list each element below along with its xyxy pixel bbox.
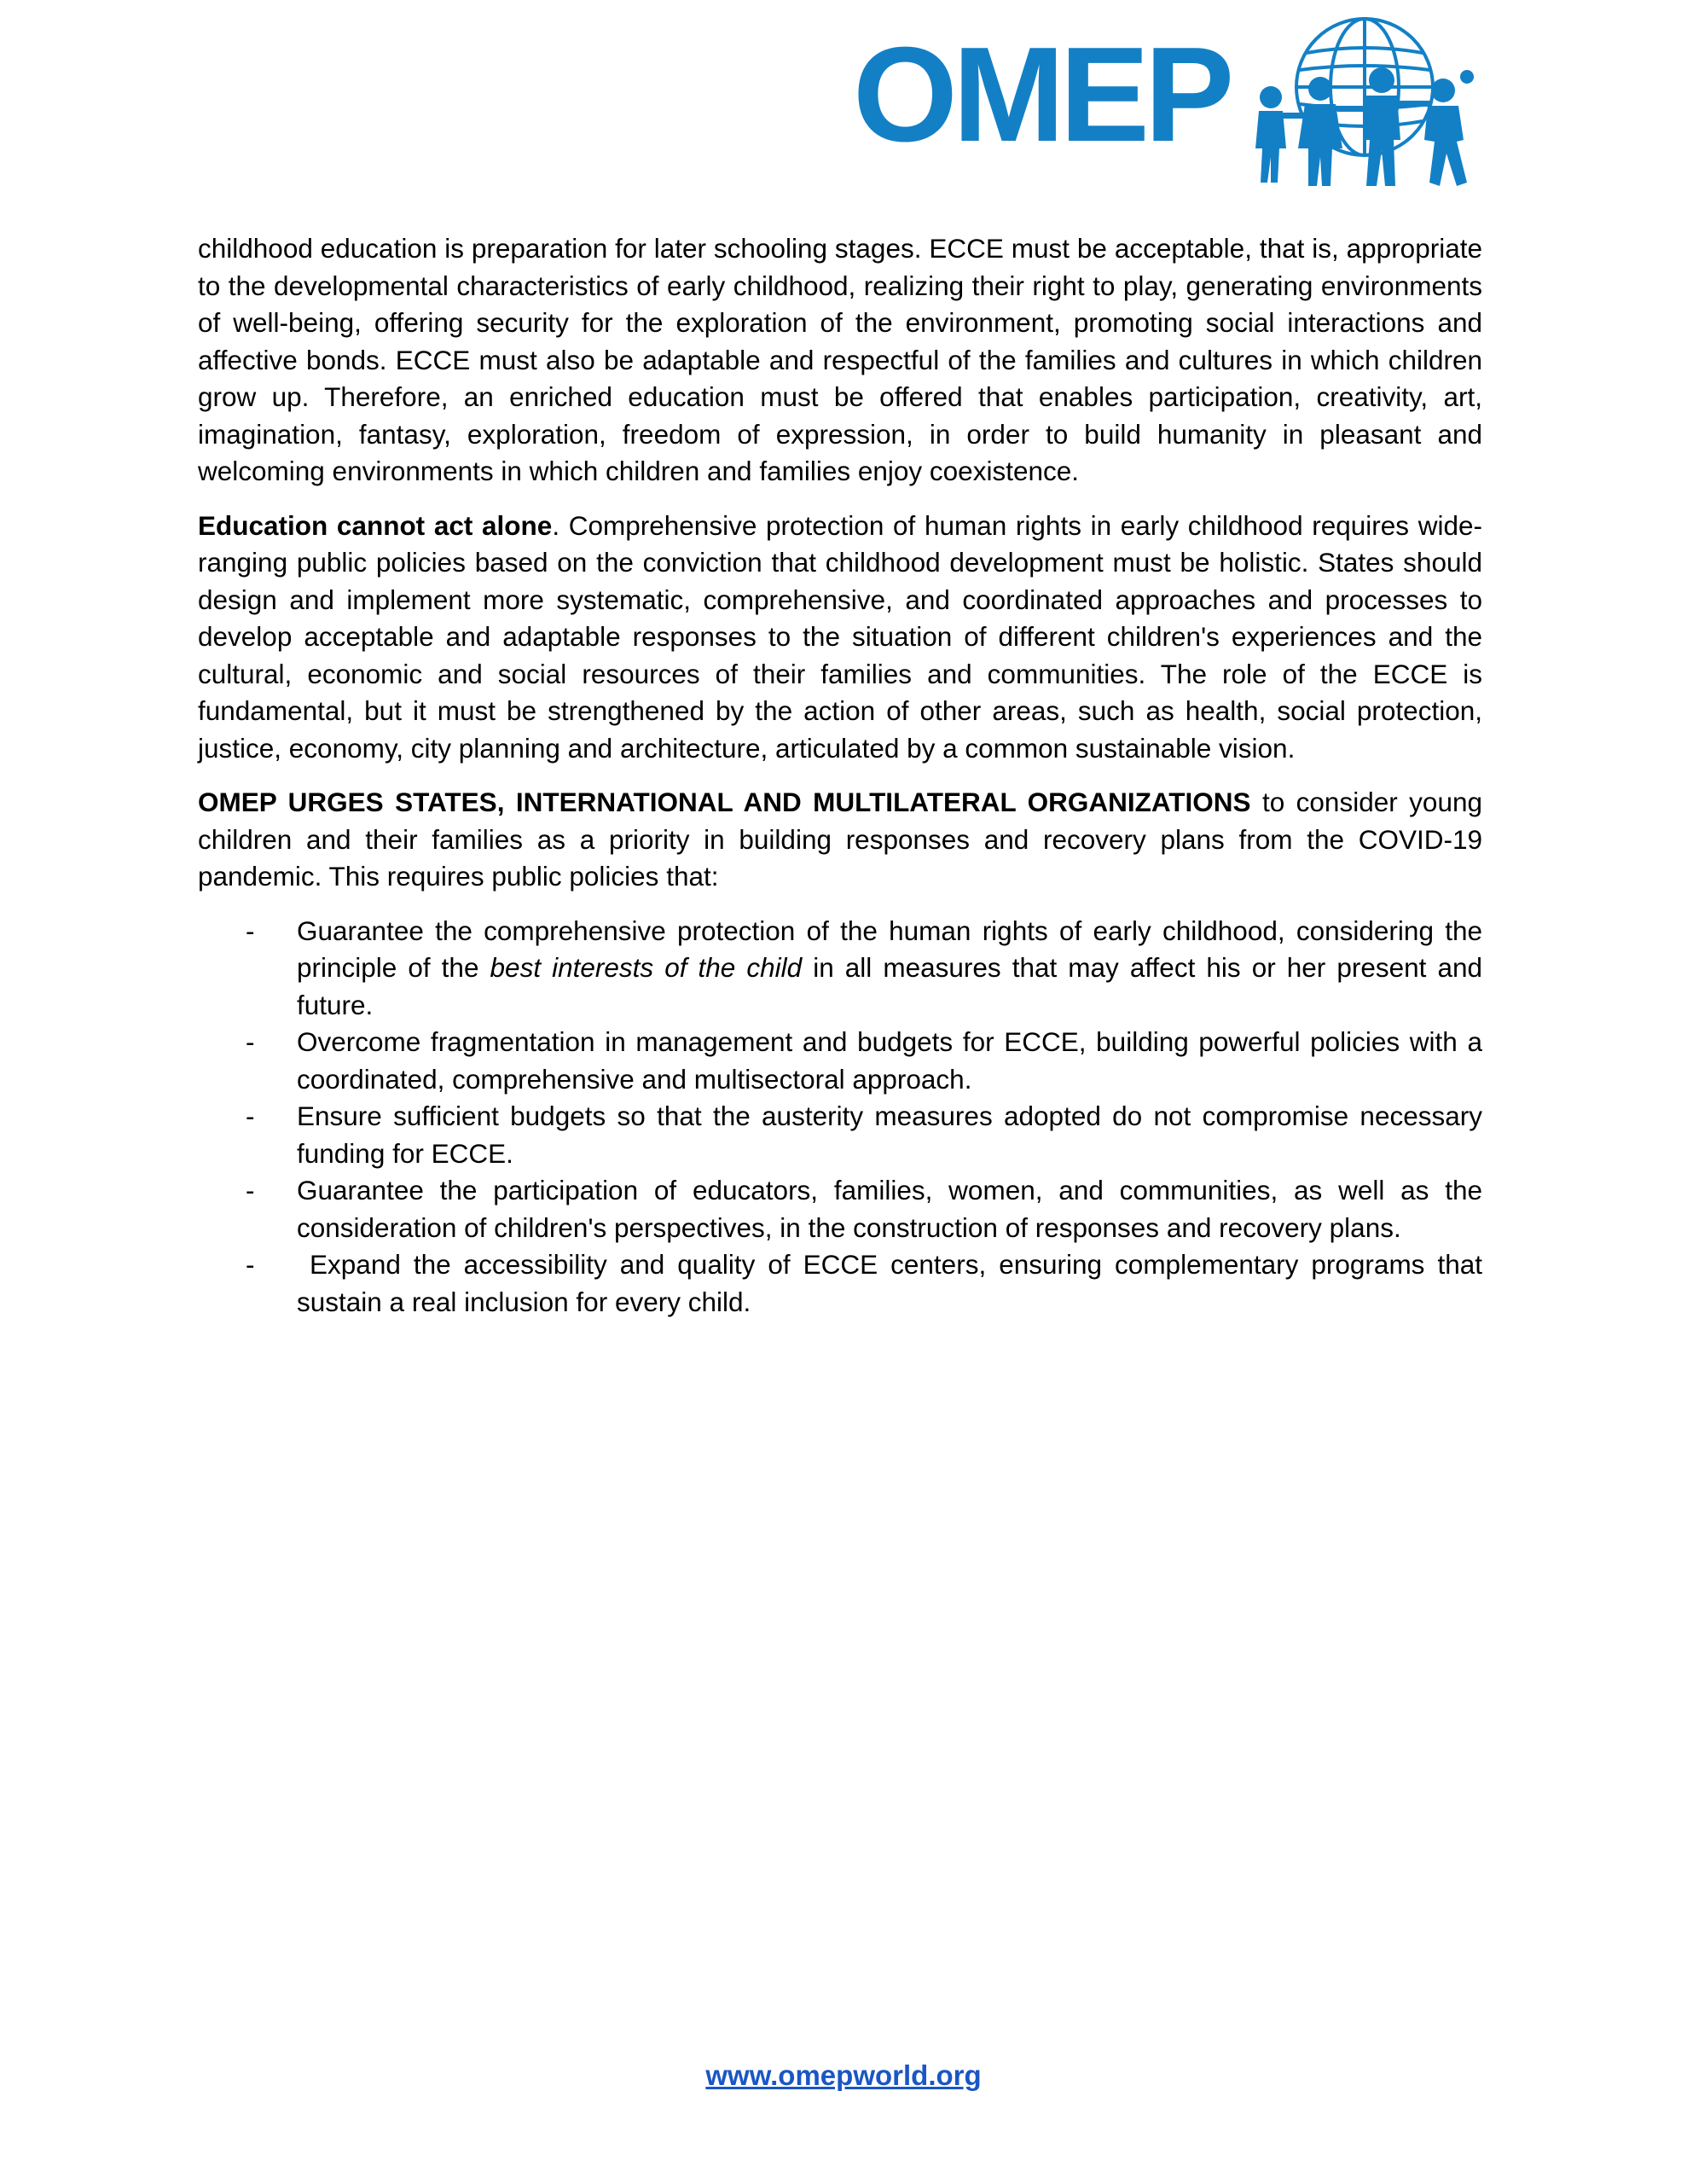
website-link[interactable]: www.omepworld.org — [705, 2059, 982, 2091]
paragraph-heading-bold: Education cannot act alone — [198, 509, 553, 541]
paragraph-acceptable-ecce: childhood education is preparation for later schooling stages. ECCE must be acceptable, that is, appropriate to the developmental characteristics of early childhood, realizing their right to play, generating environments of well-being, offering security for the exploration of the environment, promoting social interactions and affective bonds. ECCE must also be adaptable and respectful of the families and cultures in which children grow up. Therefore, an enriched education must be offered that enables participation, creativity, art, imagination, fantasy, exploration, freedom of expression, in order to build humanity in pleasant and welcoming environments in which children and families enjoy coexistence. — [198, 233, 1482, 486]
list-item-text: Ensure sufficient budgets so that the austerity measures adopted do not compromise necessary funding for ECCE. — [297, 1101, 1482, 1169]
list-bullet: - — [246, 915, 255, 946]
paragraph-omep-urges — [198, 784, 1482, 896]
list-item — [198, 1172, 1482, 1246]
globe-children-icon — [1254, 12, 1493, 191]
list-item-emphasis: best interests of the child — [490, 952, 803, 983]
list-item — [198, 1024, 1482, 1098]
policy-list — [198, 913, 1490, 1321]
list-bullet: - — [246, 1249, 255, 1280]
list-item-text: Overcome fragmentation in management and budgets for ECCE, building powerful policies with a coordinated, comprehensive and multisectoral approach. — [297, 1026, 1482, 1095]
paragraph-text: . Comprehensive protection of human rights in early childhood requires wide-ranging public policies based on the conviction that childhood development must be holistic. States should design and implement more systematic, comprehensive, and coordinated approaches and processes to develop acceptable and adaptable responses to the situation of different children's experiences and the cultural, economic and social resources of their families and communities. The role of the ECCE is fundamental, but it must be strengthened by the action of other areas, such as health, social protection, justice, economy, city planning and architecture, articulated by a common sustainable vision. — [198, 509, 1483, 764]
list-item-text: Guarantee the participation of educators, families, women, and communities, as well as the consideration of children's perspectives, in the construction of responses and recovery plans. — [297, 1175, 1482, 1243]
list-item-text: Expand the accessibility and quality of ECCE centers, ensuring complementary programs that sustain a real inclusion for every child. — [297, 1249, 1490, 1317]
list-item — [198, 913, 1482, 1025]
list-bullet: - — [246, 1026, 255, 1057]
document-body — [198, 230, 1490, 1321]
list-bullet: - — [246, 1175, 255, 1205]
list-item-text: Guarantee the comprehensive protection of the human rights of early childhood, considering the principle of the — [297, 915, 1482, 983]
omep-logo — [853, 12, 1501, 191]
paragraph-text: to consider young children and their families as a priority in building responses and recovery plans from the COVID-19 pandemic. This requires public policies that: — [198, 787, 1482, 892]
list-item — [198, 1246, 1490, 1321]
logo-wordmark: OMEP — [853, 20, 1230, 170]
list-item-text: in all measures that may affect his or her present and future. — [297, 952, 1483, 1020]
list-item — [198, 1098, 1482, 1172]
list-bullet: - — [246, 1101, 255, 1131]
paragraph-heading-bold: OMEP URGES STATES, INTERNATIONAL AND MULTILATERAL ORGANIZATIONS — [198, 787, 1251, 817]
paragraph-education-cannot-act-alone — [198, 508, 1482, 768]
